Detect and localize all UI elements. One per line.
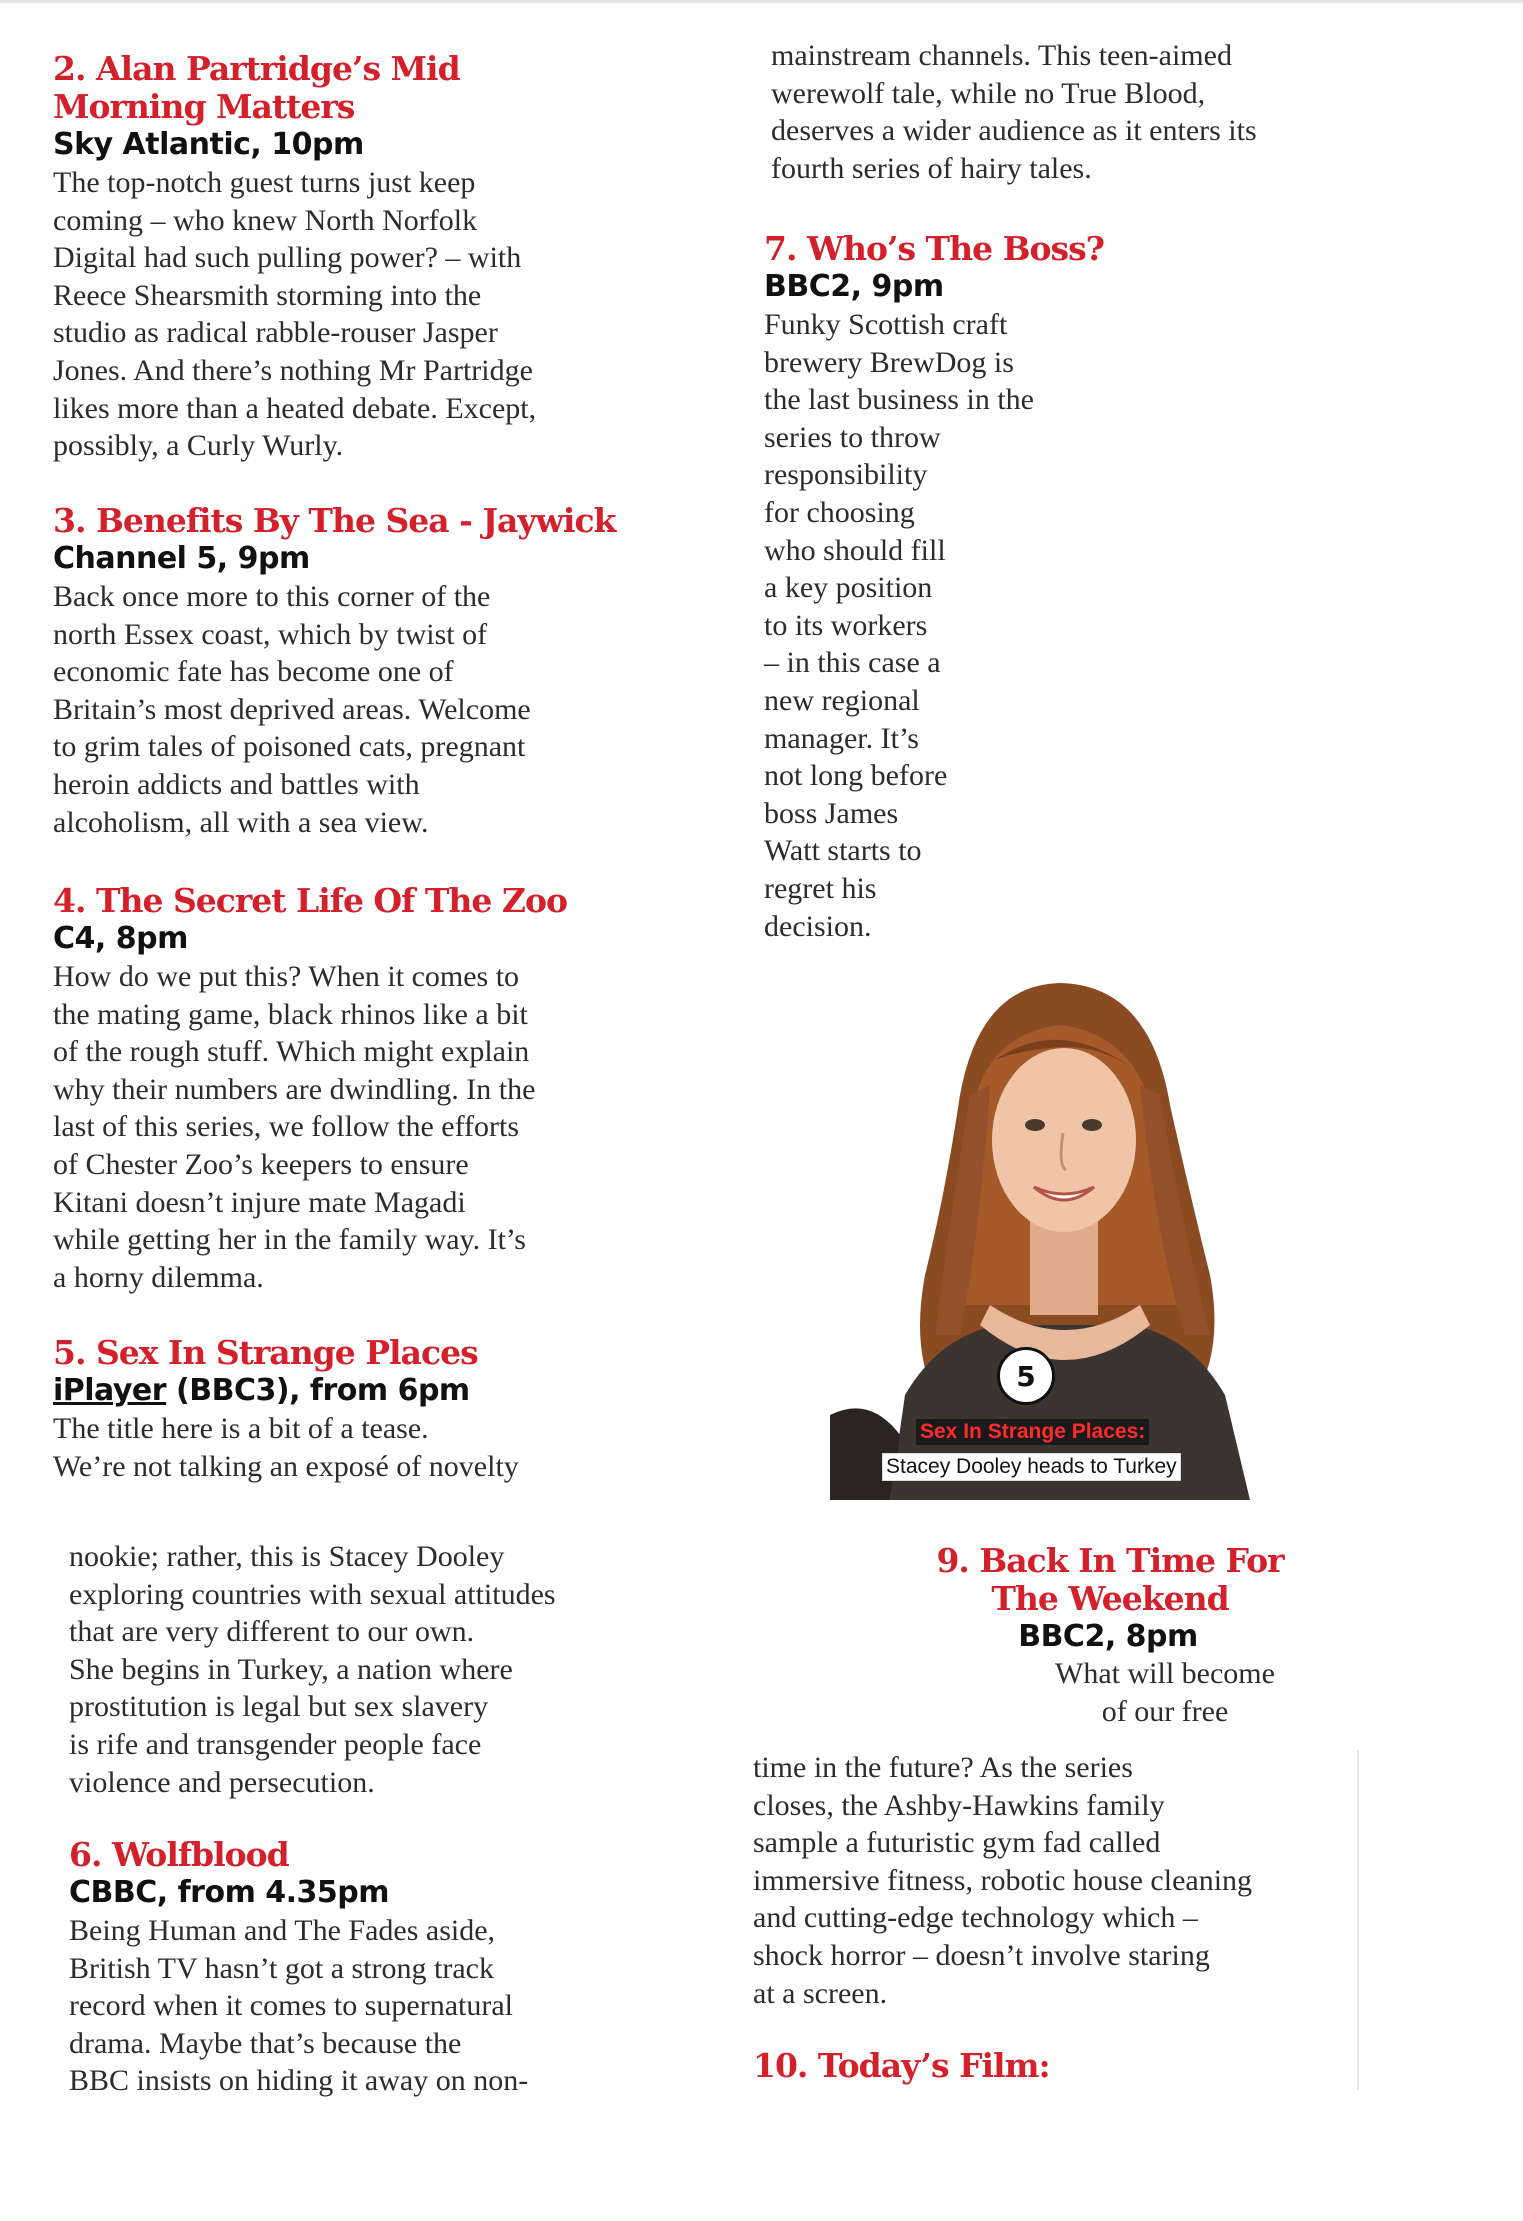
listing-body bbox=[1020, 1655, 1310, 1730]
listing-channel: CBBC, from 4.35pm bbox=[69, 1875, 390, 1910]
text-line: Digital had such pulling power? – with bbox=[53, 241, 522, 275]
text-line: time in the future? As the series bbox=[753, 1751, 1133, 1784]
text-line: economic fate has become one of bbox=[53, 655, 454, 689]
text-line: is rife and transgender people face bbox=[69, 1727, 482, 1761]
text-line: of our free bbox=[1101, 1694, 1229, 1728]
listing-todays-film bbox=[753, 2047, 1050, 2085]
text-line: BBC insists on hiding it away on non- bbox=[69, 2064, 529, 2098]
text-line: to grim tales of poisoned cats, pregnant bbox=[53, 730, 526, 764]
text-line: sample a futuristic gym fad called bbox=[753, 1826, 1161, 1860]
text-line: possibly, a Curly Wurly. bbox=[53, 429, 344, 463]
text-line: likes more than a heated debate. Except, bbox=[53, 391, 537, 425]
listing-body bbox=[764, 306, 1104, 945]
text-line: coming – who knew North Norfolk bbox=[53, 203, 478, 237]
top-border bbox=[0, 0, 1523, 3]
iplayer-link[interactable]: iPlayer bbox=[53, 1373, 167, 1408]
text-line: violence and persecution. bbox=[69, 1765, 375, 1799]
listing-body bbox=[53, 1410, 519, 1485]
listing-channel: iPlayer (BBC3), from 6pm bbox=[53, 1373, 470, 1408]
text-line: fourth series of hairy tales. bbox=[771, 151, 1092, 185]
text-line: The title here is a bit of a tease. bbox=[53, 1412, 429, 1445]
text-line: decision. bbox=[764, 909, 872, 943]
text-line: werewolf tale, while no True Blood, bbox=[771, 76, 1206, 110]
text-line: last of this series, we follow the efforts bbox=[53, 1110, 520, 1144]
listing-alan-partridge bbox=[53, 50, 536, 465]
text-line: exploring countries with sexual attitudes bbox=[69, 1577, 556, 1611]
text-line: Back once more to this corner of the bbox=[53, 580, 491, 613]
listing-body-continued bbox=[771, 37, 1257, 187]
listing-number-badge: 5 bbox=[997, 1347, 1055, 1405]
listing-title: 3. Benefits By The Sea - Jaywick bbox=[53, 501, 616, 540]
text-line: Britain’s most deprived areas. Welcome bbox=[53, 692, 531, 726]
text-line: closes, the Ashby-Hawkins family bbox=[753, 1788, 1165, 1822]
text-line: who should fill bbox=[764, 533, 946, 567]
text-line: record when it comes to supernatural bbox=[69, 1989, 514, 2023]
text-line: that are very different to our own. bbox=[69, 1615, 475, 1649]
text-line: north Essex coast, which by twist of bbox=[53, 617, 488, 651]
column-divider bbox=[1357, 1750, 1359, 2090]
text-line: The top-notch guest turns just keep bbox=[53, 166, 476, 199]
text-line: immersive fitness, robotic house cleaning bbox=[753, 1863, 1253, 1897]
text-line: alcoholism, all with a sea view. bbox=[53, 805, 429, 839]
text-line: the last business in the bbox=[764, 383, 1034, 417]
text-line: Funky Scottish craft bbox=[764, 308, 1008, 341]
listing-title: 5. Sex In Strange Places bbox=[53, 1333, 478, 1372]
text-line: Being Human and The Fades aside, bbox=[69, 1914, 496, 1947]
text-line: Watt starts to bbox=[764, 834, 922, 868]
text-line: the mating game, black rhinos like a bit bbox=[53, 997, 528, 1031]
listing-channel: C4, 8pm bbox=[53, 921, 188, 956]
text-line: not long before bbox=[764, 759, 948, 793]
listing-whos-the-boss bbox=[764, 230, 1104, 945]
listing-title: 4. The Secret Life Of The Zoo bbox=[53, 881, 568, 920]
text-line: why their numbers are dwindling. In the bbox=[53, 1072, 536, 1106]
text-line: of the rough stuff. Which might explain bbox=[53, 1035, 530, 1069]
listing-title: 6. Wolfblood bbox=[69, 1835, 289, 1874]
text-line: drama. Maybe that’s because the bbox=[69, 2026, 462, 2060]
text-line: She begins in Turkey, a nation where bbox=[69, 1652, 513, 1686]
text-line: – in this case a bbox=[764, 646, 941, 680]
text-line: Reece Shearsmith storming into the bbox=[53, 278, 482, 312]
text-line: What will become bbox=[1055, 1657, 1275, 1690]
text-line: a key position bbox=[764, 571, 933, 605]
listing-body bbox=[53, 164, 536, 465]
text-line: mainstream channels. This teen-aimed bbox=[771, 39, 1232, 72]
text-line: new regional bbox=[764, 683, 920, 717]
text-line: at a screen. bbox=[753, 1976, 888, 2010]
listing-title: 2. Alan Partridge’s Mid Morning Matters bbox=[53, 49, 460, 126]
text-line: Jones. And there’s nothing Mr Partridge bbox=[53, 353, 533, 387]
text-line: British TV hasn’t got a strong track bbox=[69, 1951, 494, 1985]
text-line: Kitani doesn’t injure mate Magadi bbox=[53, 1185, 466, 1219]
photo-caption-title: Sex In Strange Places: bbox=[916, 1419, 1149, 1445]
text-line: while getting her in the family way. It’s bbox=[53, 1223, 526, 1257]
text-line: series to throw bbox=[764, 420, 941, 454]
listing-back-in-time bbox=[880, 1542, 1340, 1656]
text-line: of Chester Zoo’s keepers to ensure bbox=[53, 1147, 469, 1181]
listing-body-continued bbox=[753, 1749, 1252, 2012]
listing-body bbox=[69, 1912, 528, 2100]
text-line: a horny dilemma. bbox=[53, 1260, 264, 1294]
listing-title: 7. Who’s The Boss? bbox=[764, 229, 1104, 268]
listing-secret-life-of-the-zoo bbox=[53, 882, 567, 1296]
listing-body bbox=[53, 578, 615, 841]
listing-body bbox=[53, 958, 567, 1296]
listing-channel: BBC2, 8pm bbox=[1018, 1619, 1198, 1654]
listing-title: 9. Back In Time For The Weekend bbox=[936, 1541, 1284, 1618]
text-line: prostitution is legal but sex slavery bbox=[69, 1690, 489, 1724]
text-line: and cutting-edge technology which – bbox=[753, 1901, 1198, 1935]
text-line: nookie; rather, this is Stacey Dooley bbox=[69, 1540, 505, 1573]
text-line: shock horror – doesn’t involve staring bbox=[753, 1938, 1210, 1972]
listing-channel: Sky Atlantic, 10pm bbox=[53, 127, 364, 162]
text-line: heroin addicts and battles with bbox=[53, 767, 420, 801]
photo-caption-text: Stacey Dooley heads to Turkey bbox=[882, 1453, 1181, 1481]
text-line: responsibility bbox=[764, 458, 928, 492]
text-line: to its workers bbox=[764, 608, 928, 642]
listing-sex-in-strange-places bbox=[53, 1334, 519, 1485]
text-line: manager. It’s bbox=[764, 721, 919, 755]
listing-benefits-by-the-sea bbox=[53, 502, 615, 841]
text-line: We’re not talking an exposé of novelty bbox=[53, 1449, 519, 1483]
stacey-dooley-photo bbox=[830, 975, 1310, 1500]
text-line: boss James bbox=[764, 796, 899, 830]
text-line: studio as radical rabble-rouser Jasper bbox=[53, 316, 498, 350]
listing-channel: BBC2, 9pm bbox=[764, 269, 944, 304]
text-line: for choosing bbox=[764, 495, 915, 529]
text-line: regret his bbox=[764, 871, 877, 905]
text-line: How do we put this? When it comes to bbox=[53, 960, 520, 993]
listing-title: 10. Today’s Film: bbox=[753, 2046, 1050, 2085]
text-line: deserves a wider audience as it enters its bbox=[771, 114, 1257, 148]
listing-body-continued bbox=[69, 1538, 556, 1801]
listing-wolfblood bbox=[69, 1836, 528, 2100]
text-line: brewery BrewDog is bbox=[764, 345, 1014, 379]
listing-channel: Channel 5, 9pm bbox=[53, 541, 310, 576]
